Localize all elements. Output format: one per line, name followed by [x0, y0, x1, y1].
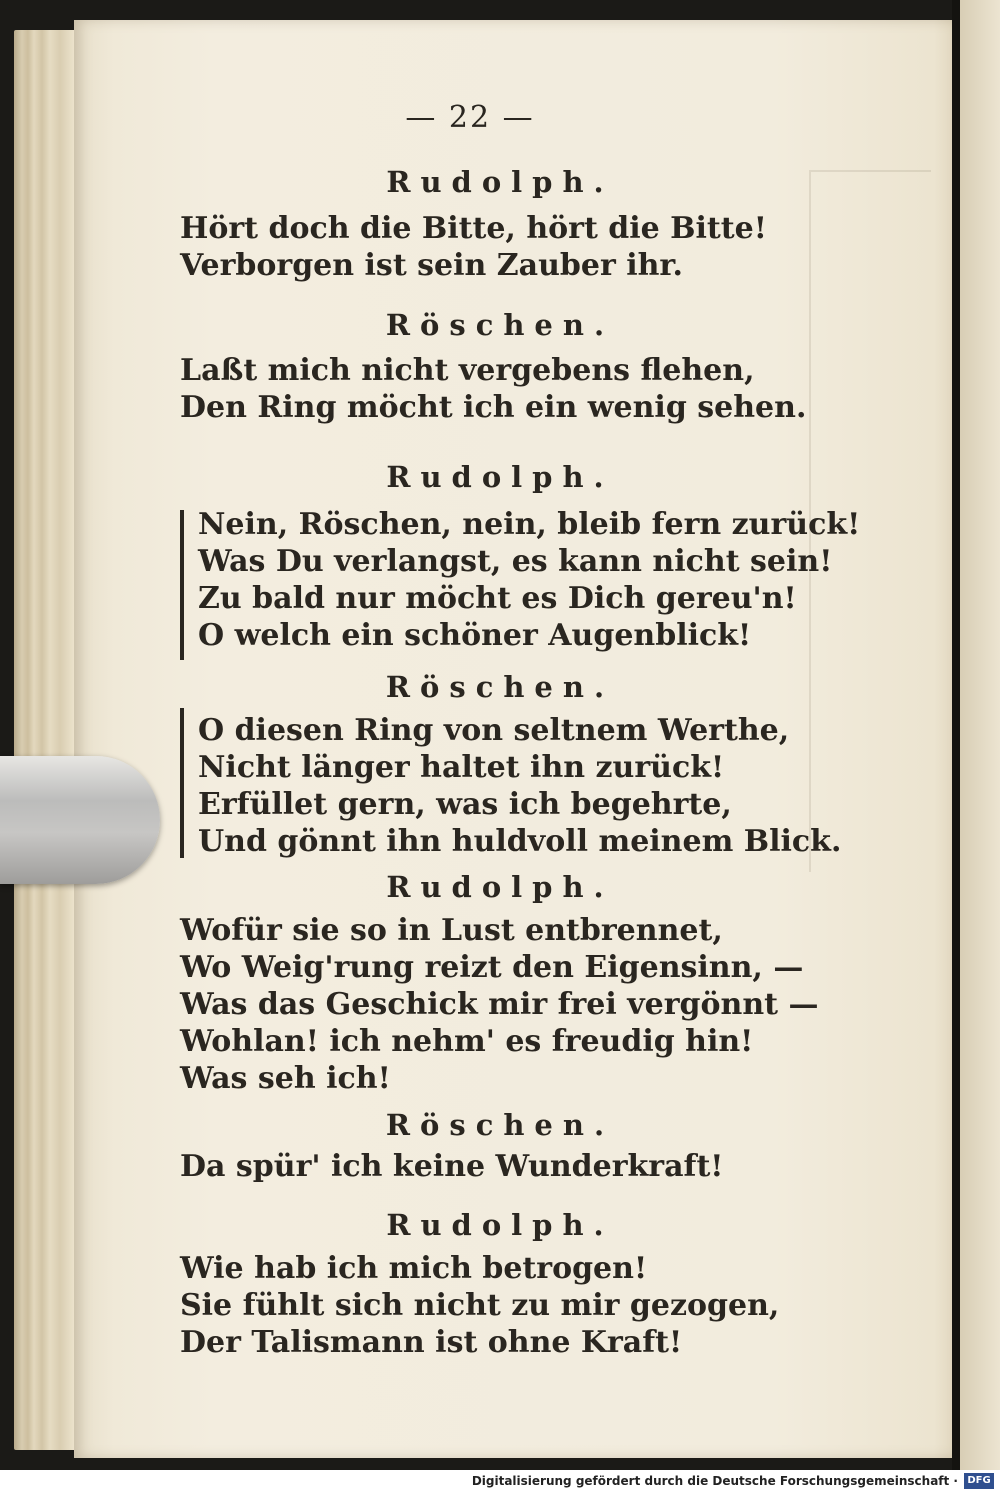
- verse-line: O welch ein schöner Augenblick!: [198, 618, 752, 653]
- verse-block: [180, 352, 806, 426]
- verse-line: Nein, Röschen, nein, bleib fern zurück!: [198, 507, 861, 542]
- verse-block: [198, 506, 860, 654]
- dfg-logo: DFG: [964, 1473, 994, 1489]
- footer-bar: [0, 1470, 1000, 1493]
- speaker-heading: Rudolph.: [386, 165, 614, 199]
- speaker-heading: Röschen.: [385, 670, 615, 704]
- speaker-heading: Röschen.: [385, 1108, 615, 1142]
- verse-line: Erfüllet gern, was ich begehrte,: [198, 787, 732, 822]
- verse-block: [198, 712, 841, 860]
- verse-line: Was Du verlangst, es kann nicht sein!: [198, 544, 833, 579]
- verse-line: Der Talismann ist ohne Kraft!: [180, 1325, 683, 1360]
- verse-line: Da spür' ich keine Wunderkraft!: [180, 1149, 724, 1184]
- page-holder-clip: [0, 756, 160, 884]
- verse-line: Was seh ich!: [180, 1061, 391, 1096]
- next-page-edge: [960, 0, 1000, 1470]
- verse-line: Zu bald nur möcht es Dich gereu'n!: [198, 581, 797, 616]
- verse-line: Sie fühlt sich nicht zu mir gezogen,: [180, 1288, 780, 1323]
- page-number: — 22 —: [405, 100, 535, 135]
- speaker-heading: Rudolph.: [386, 870, 614, 904]
- verse-line: Wo Weig'rung reizt den Eigensinn, —: [180, 950, 804, 985]
- verse-line: O diesen Ring von seltnem Werthe,: [198, 713, 790, 748]
- funding-credit: Digitalisierung gefördert durch die Deutsche Forschungsgemeinschaft ·: [471, 1474, 958, 1488]
- verse-line: Nicht länger haltet ihn zurück!: [198, 750, 725, 785]
- verse-line: Wie hab ich mich betrogen!: [180, 1251, 648, 1286]
- verse-line: Was das Geschick mir frei vergönnt —: [180, 987, 819, 1022]
- brace-bracket: [180, 708, 194, 858]
- verse-block: [180, 912, 818, 1097]
- verse-line: Verborgen ist sein Zauber ihr.: [180, 248, 683, 283]
- verse-block: [180, 210, 767, 284]
- verse-block: [180, 1148, 723, 1185]
- verse-line: Und gönnt ihn huldvoll meinem Blick.: [198, 824, 842, 859]
- verse-line: Wofür sie so in Lust entbrennet,: [180, 913, 723, 948]
- speaker-heading: Rudolph.: [386, 460, 614, 494]
- speaker-heading: Rudolph.: [386, 1208, 614, 1242]
- brace-bracket: [180, 510, 194, 660]
- speaker-heading: Röschen.: [385, 308, 615, 342]
- verse-block: [180, 1250, 779, 1361]
- verse-line: Wohlan! ich nehm' es freudig hin!: [180, 1024, 754, 1059]
- verse-line: Laßt mich nicht vergebens flehen,: [180, 353, 755, 388]
- verse-line: Hört doch die Bitte, hört die Bitte!: [180, 211, 767, 246]
- verse-line: Den Ring möcht ich ein wenig sehen.: [180, 390, 807, 425]
